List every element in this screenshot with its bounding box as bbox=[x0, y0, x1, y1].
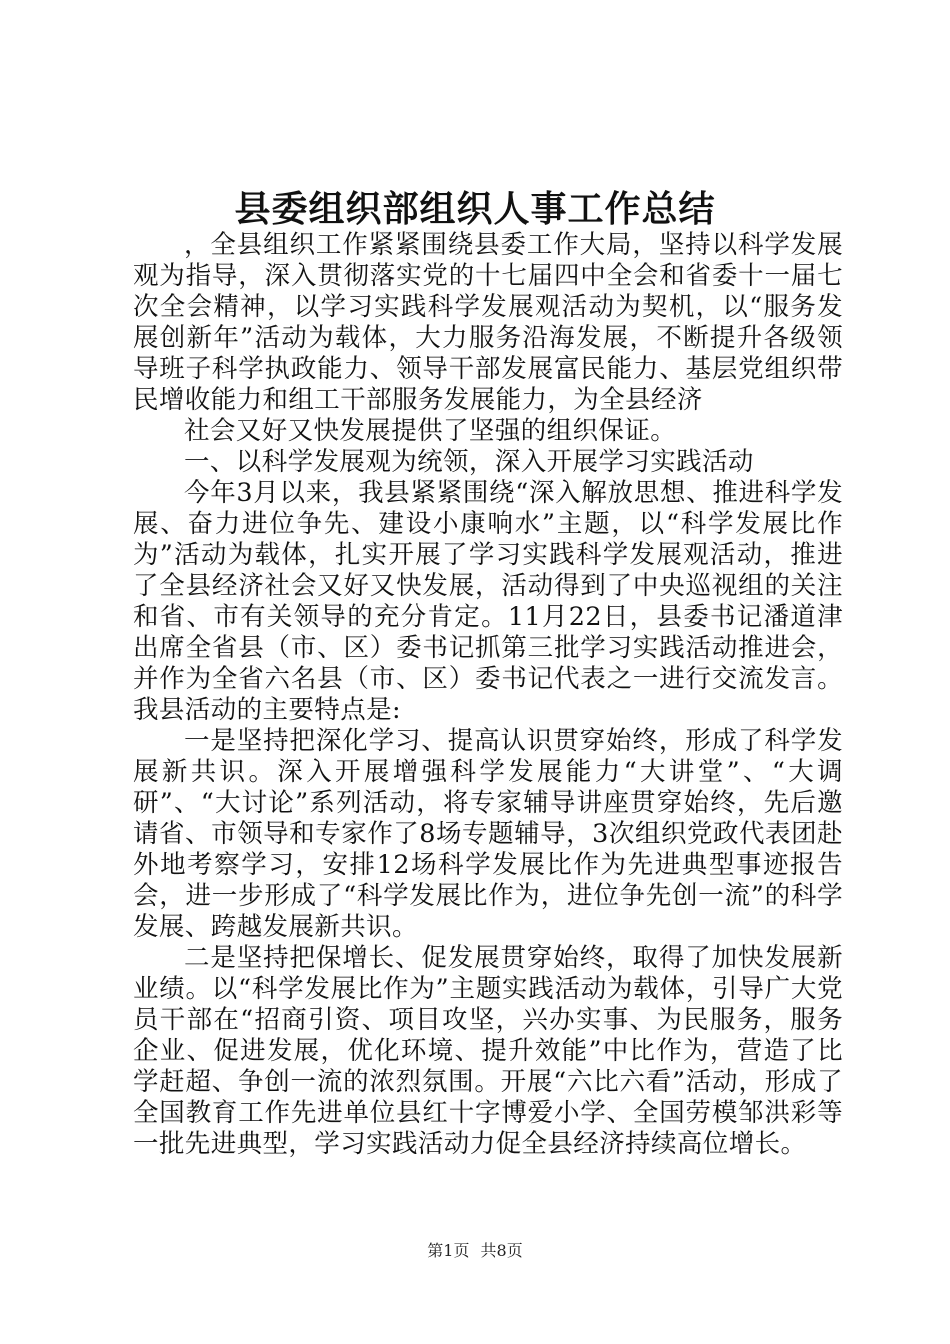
page-total: 共8页 bbox=[480, 1241, 523, 1260]
paragraph-point-1: 一是坚持把深化学习、提高认识贯穿始终，形成了科学发展新共识。深入开展增强科学发展能力“大讲堂”、“大调研”、“大讨论”系列活动，将专家辅导讲座贯穿始终，先后邀请省、市领导和专家作了8场专题辅导，3次组织党政代表团赴外地考察学习，安排12场科学发展比作为先进典型事迹报告会，进一步形成了“科学发展比作为，进位争先创一流”的科学发展、跨越发展新共识。 bbox=[133, 726, 843, 942]
document-title: 县委组织部组织人事工作总结 bbox=[234, 188, 716, 230]
page-number: 第1页 bbox=[427, 1241, 470, 1260]
page-footer bbox=[0, 1239, 950, 1263]
paragraph-section-1: 今年3月以来，我县紧紧围绕“深入解放思想、推进科学发展、奋力进位争先、建设小康响水”主题，以“科学发展比作为”活动为载体，扎实开展了学习实践科学发展观活动，推进了全县经济社会又好又快发展，活动得到了中央巡视组的关注和省、市有关领导的充分肯定。11月22日，县委书记潘道津出席全省县（市、区）委书记抓第三批学习实践活动推进会，并作为全省六名县（市、区）委书记代表之一进行交流发言。我县活动的主要特点是: bbox=[133, 478, 843, 725]
paragraph-point-2: 二是坚持把保增长、促发展贯穿始终，取得了加快发展新业绩。以“科学发展比作为”主题实践活动为载体，引导广大党员干部在“招商引资、项目攻坚，兴办实事、为民服务，服务企业、促进发展，优化环境、提升效能”中比作为，营造了比学赶超、争创一流的浓烈氛围。开展“六比六看”活动，形成了全国教育工作先进单位县红十字博爱小学、全国劳模邹洪彩等一批先进典型，学习实践活动力促全县经济持续高位增长。 bbox=[133, 943, 843, 1159]
paragraph-intro: ，全县组织工作紧紧围绕县委工作大局，坚持以科学发展观为指导，深入贯彻落实党的十七届四中全会和省委十一届七次全会精神，以学习实践科学发展观活动为契机，以“服务发展创新年”活动为载体，大力服务沿海发展，不断提升各级领导班子科学执政能力、领导干部发展富民能力、基层党组织带民增收能力和组工干部服务发展能力，为全县经济 bbox=[133, 230, 843, 415]
document-body bbox=[133, 230, 843, 1160]
section-heading-1: 一、以科学发展观为统领，深入开展学习实践活动 bbox=[184, 447, 754, 477]
paragraph-intro-continued: 社会又好又快发展提供了坚强的组织保证。 bbox=[184, 416, 677, 446]
